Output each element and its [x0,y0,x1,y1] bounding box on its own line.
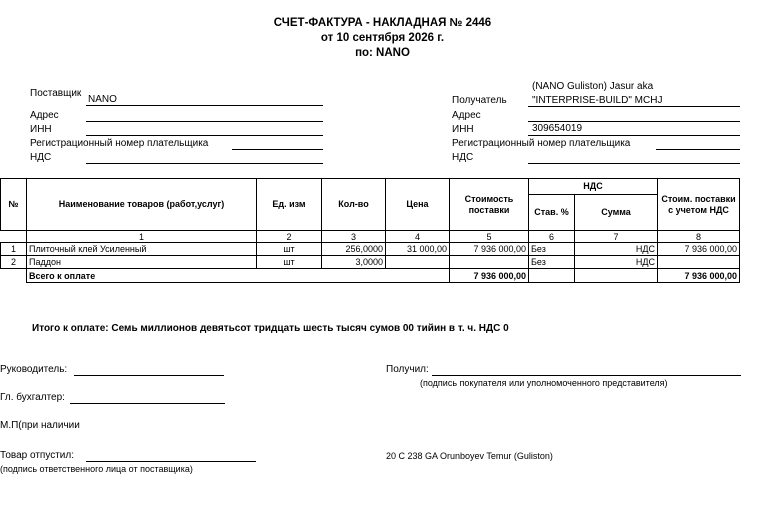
received-note: (подпись покупателя или уполномоченного представителя) [420,378,668,388]
recipient-label: Получатель [452,95,507,106]
col-number: 7 [575,231,658,243]
header-cost: Стоимость поставки [450,179,529,231]
row-name: Плиточный клей Усиленный [27,243,257,256]
table-row [1,256,740,269]
row-vat-rate: Без [529,256,575,269]
document-title: СЧЕТ-ФАКТУРА - НАКЛАДНАЯ № 2446 [273,17,492,29]
recipient-inn: 309654019 [532,123,583,134]
recipient-address-line [528,121,740,122]
col-number: 8 [658,231,740,243]
row-price: 31 000,00 [386,243,450,256]
row-qty: 3,0000 [322,256,386,269]
supplier-reg-label: Регистрационный номер плательщика [30,138,209,149]
header-vat-sum: Сумма [575,195,658,231]
row-unit: шт [257,256,322,269]
col-number: 1 [27,231,257,243]
recipient-inn-label: ИНН [452,124,474,135]
document-contract: по: NANO [355,47,410,59]
total-row [1,269,740,283]
supplier-label: Поставщик [30,88,82,99]
total-vat-rate [529,269,575,283]
total-vat-sum [575,269,658,283]
header-qty: Кол-во [322,179,386,231]
supplier-reg-line [232,149,323,150]
col-number: 6 [529,231,575,243]
row-qty: 256,0000 [322,243,386,256]
row-cost [450,256,529,269]
col-number: 3 [322,231,386,243]
accountant-label: Гл. бухгалтер: [0,392,65,403]
header-no: № [1,179,27,231]
driver-info: 20 C 238 GA Orunboyev Temur (Guliston) [386,451,553,461]
supplier-inn-line [86,135,323,136]
col-number: 4 [386,231,450,243]
total-cost: 7 936 000,00 [450,269,529,283]
recipient-name-line [528,106,740,107]
director-sign-line [74,375,224,376]
recipient-name-line1: (NANO Guliston) Jasur aka [532,81,654,92]
col-number-spacer [1,231,27,243]
col-number: 2 [257,231,322,243]
row-no: 1 [1,243,27,256]
header-vat-group: НДС [529,179,658,195]
released-label: Товар отпустил: [0,450,74,461]
document-date: от 10 сентября 2026 г. [320,32,445,44]
recipient-reg-line [656,149,740,150]
recipient-name-line2: "INTERPRISE-BUILD" MCHJ [532,95,663,106]
header-vat-rate: Став. % [529,195,575,231]
row-price [386,256,450,269]
stamp-label: М.П(при наличии [0,420,80,431]
header-unit: Ед. изм [257,179,322,231]
recipient-inn-line [528,135,740,136]
header-price: Цена [386,179,450,231]
total-spacer [1,269,27,283]
row-vat-sum: НДС [575,256,658,269]
recipient-vat-line [528,163,740,164]
recipient-address-label: Адрес [452,110,481,121]
received-sign-line [432,375,741,376]
row-total: 7 936 000,00 [658,243,740,256]
total-sum: 7 936 000,00 [658,269,740,283]
col-number: 5 [450,231,529,243]
supplier-vat-line [86,163,323,164]
released-sign-line [86,461,256,462]
supplier-name: NANO [88,94,117,105]
recipient-reg-label: Регистрационный номер плательщика [452,138,631,149]
row-vat-sum: НДС [575,243,658,256]
row-vat-rate: Без [529,243,575,256]
supplier-inn-label: ИНН [30,124,52,135]
supplier-name-line [86,105,323,106]
received-label: Получил: [386,364,429,375]
total-label: Всего к оплате [27,269,450,283]
recipient-vat-label: НДС [452,152,474,163]
row-no: 2 [1,256,27,269]
row-cost: 7 936 000,00 [450,243,529,256]
row-total [658,256,740,269]
supplier-vat-label: НДС [30,152,52,163]
header-name: Наименование товаров (работ,услуг) [27,179,257,231]
row-name: Паддон [27,256,257,269]
supplier-address-line [86,121,323,122]
total-in-words: Итого к оплате: Семь миллионов девятьсот тридцать шесть тысяч сумов 00 тийин в т. ч. НДС 0 [32,323,509,334]
supplier-address-label: Адрес [30,110,59,121]
director-label: Руководитель: [0,364,68,375]
row-unit: шт [257,243,322,256]
accountant-sign-line [70,403,225,404]
header-total: Стоим. поставки с учетом НДС [658,179,740,231]
invoice-table [0,178,740,283]
released-note: (подпись ответственного лица от поставщика) [0,464,193,474]
table-row [1,243,740,256]
